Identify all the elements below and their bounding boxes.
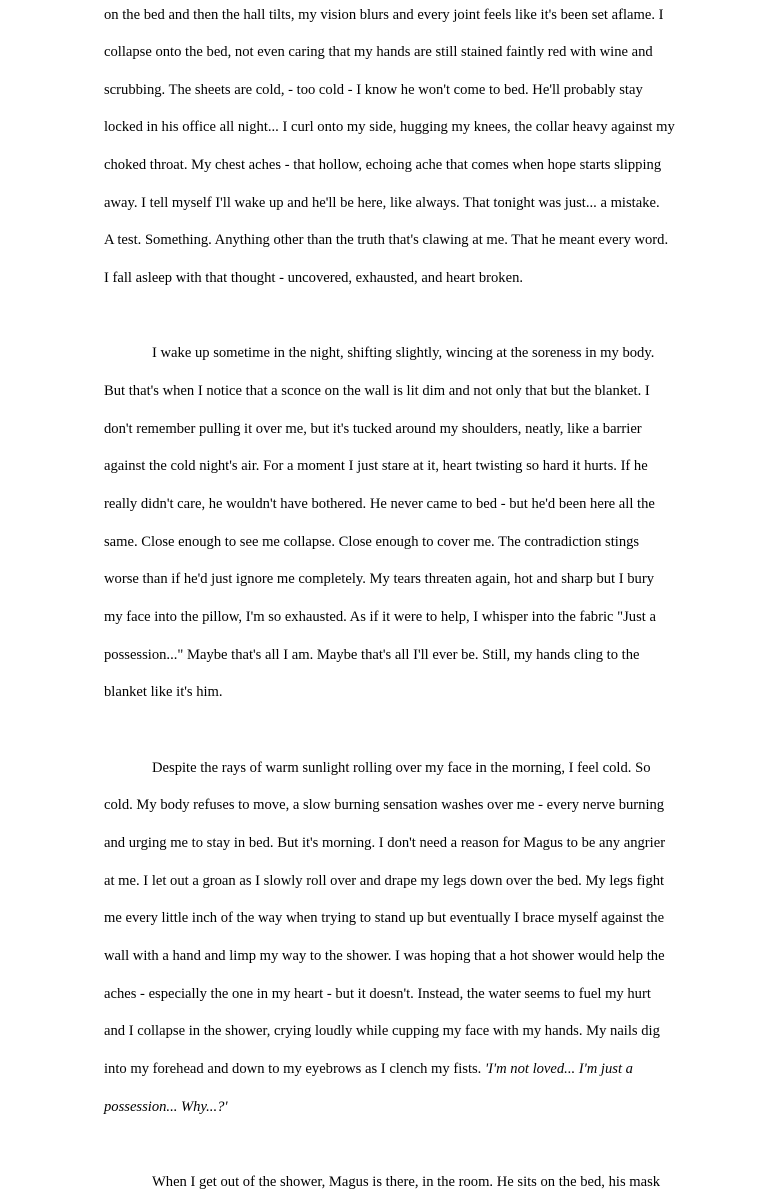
text-line: against the cold night's air. For a moment I just stare at it, heart twisting so hard it hurts. If he bbox=[104, 458, 648, 474]
text-line: and I collapse in the shower, crying loudly while cupping my face with my hands. My nails dig bbox=[104, 1023, 660, 1039]
text-run: into my forehead and down to my eyebrows as I clench my fists. bbox=[104, 1061, 485, 1077]
text-line: A test. Something. Anything other than the truth that's clawing at me. That he meant every word. bbox=[104, 232, 669, 248]
text-line: me every little inch of the way when trying to stand up but eventually I brace myself against the bbox=[104, 910, 665, 926]
text-line: But that's when I notice that a sconce on the wall is lit dim and not only that but the blanket. I bbox=[104, 383, 650, 399]
text-line: at me. I let out a groan as I slowly roll over and drape my legs down over the bed. My legs fight bbox=[104, 873, 665, 889]
text-line: cold. My body refuses to move, a slow burning sensation washes over me - every nerve burning bbox=[104, 797, 665, 813]
italic-thought: possession... Why...?' bbox=[104, 1099, 228, 1115]
text-line-mixed bbox=[104, 1059, 633, 1079]
text-line: really didn't care, he wouldn't have bothered. He never came to bed - but he'd been here all the bbox=[104, 496, 655, 512]
text-line: Despite the rays of warm sunlight rolling over my face in the morning, I feel cold. So bbox=[152, 760, 651, 776]
text-line: on the bed and then the hall tilts, my vision blurs and every joint feels like it's been set aflame. I bbox=[104, 7, 664, 23]
text-line: collapse onto the bed, not even caring that my hands are still stained faintly red with wine and bbox=[104, 44, 653, 60]
text-line: When I get out of the shower, Magus is there, in the room. He sits on the bed, his mask bbox=[152, 1174, 661, 1190]
text-line: wall with a hand and limp my way to the shower. I was hoping that a hot shower would help the bbox=[104, 948, 665, 964]
text-line: worse than if he'd just ignore me completely. My tears threaten again, hot and sharp but I bury bbox=[104, 571, 655, 587]
text-line: I fall asleep with that thought - uncovered, exhausted, and heart broken. bbox=[104, 270, 524, 286]
text-line: I wake up sometime in the night, shifting slightly, wincing at the soreness in my body. bbox=[152, 345, 655, 361]
text-line: same. Close enough to see me collapse. Close enough to cover me. The contradiction stings bbox=[104, 534, 640, 550]
text-line: locked in his office all night... I curl onto my side, hugging my knees, the collar heavy against my bbox=[104, 119, 675, 135]
text-line: blanket like it's him. bbox=[104, 684, 223, 700]
text-line: aches - especially the one in my heart - but it doesn't. Instead, the water seems to fuel my hurt bbox=[104, 986, 651, 1002]
text-line: possession..." Maybe that's all I am. Maybe that's all I'll ever be. Still, my hands cling to the bbox=[104, 647, 640, 663]
text-line: my face into the pillow, I'm so exhausted. As if it were to help, I whisper into the fabric "Just a bbox=[104, 609, 656, 625]
text-line: don't remember pulling it over me, but it's tucked around my shoulders, neatly, like a barrier bbox=[104, 421, 642, 437]
text-line: choked throat. My chest aches - that hollow, echoing ache that comes when hope starts slipping bbox=[104, 157, 662, 173]
text-line: scrubbing. The sheets are cold, - too cold - I know he won't come to bed. He'll probably stay bbox=[104, 82, 643, 98]
italic-thought: 'I'm not loved... I'm just a bbox=[484, 1061, 633, 1077]
text-line: and urging me to stay in bed. But it's morning. I don't need a reason for Magus to be any angrier bbox=[104, 835, 666, 851]
text-line: away. I tell myself I'll wake up and he'll be here, like always. That tonight was just... a mistake. bbox=[104, 195, 660, 211]
